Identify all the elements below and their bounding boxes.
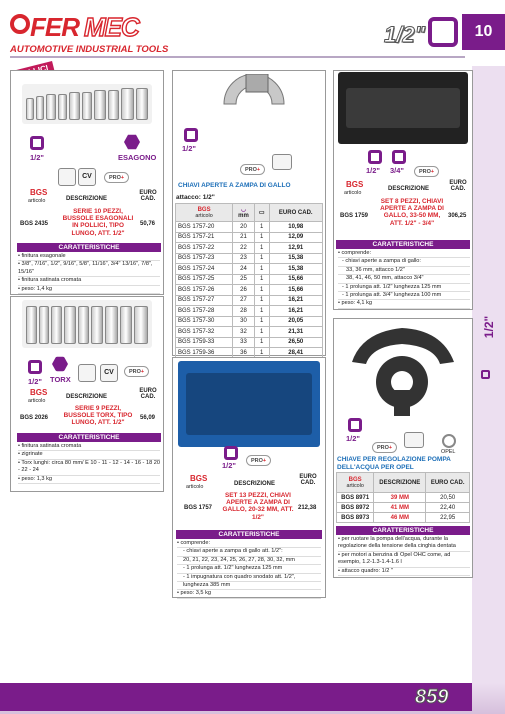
articolo-label: articolo <box>28 398 46 404</box>
feature-item: 33, 36 mm, attacco 1/2" <box>338 267 470 275</box>
bgs-logo: BGS <box>190 474 208 483</box>
table-cell: 20 <box>233 222 255 233</box>
product-code: BGS 1757 <box>184 505 213 511</box>
table-cell: 1 <box>254 306 269 317</box>
desc-header: DESCRIZIONE <box>234 481 276 487</box>
table-cell: 32 <box>233 327 255 338</box>
features-bar: CARATTERISTICHE <box>336 240 470 249</box>
product-desc: SET 13 PEZZI, CHIAVI APERTE A ZAMPA DI GALLO, 20-32 MM, ATT. 1/2" <box>222 492 294 521</box>
table-cell: 39 MM <box>374 493 426 503</box>
table-cell: 1 <box>254 327 269 338</box>
table-row <box>176 243 323 254</box>
table-cell: BGS 1759-36 <box>176 348 233 359</box>
col-articolo <box>337 473 374 493</box>
feature-item: - 1 prolunga att. 1/2" lunghezza 125 mm <box>338 284 470 292</box>
logo-mec: MEC <box>84 12 139 42</box>
table-row <box>176 306 323 317</box>
features-bar: CARATTERISTICHE <box>336 526 470 535</box>
col-qty <box>254 204 269 222</box>
packaging-icon <box>404 432 424 448</box>
table-cell: 41 MM <box>374 503 426 513</box>
feature-item: - 1 prolunga att. 1/2" lunghezza 125 mm <box>177 565 321 573</box>
col-price: EURO CAD. <box>269 204 322 222</box>
features-list <box>18 443 160 484</box>
feature-item: lunghezza 385 mm <box>177 582 321 590</box>
table-cell: BGS 1757-23 <box>176 253 233 264</box>
drive-size-label: 1/2" <box>182 144 196 153</box>
articolo-label: articolo <box>195 212 213 219</box>
table-row <box>176 295 323 306</box>
table-cell: 1 <box>254 337 269 348</box>
header-divider <box>10 56 465 58</box>
price-header: EURO CAD. <box>139 388 157 400</box>
feature-item: • finitura satinata cromata <box>18 443 160 451</box>
cv-badge <box>58 168 76 186</box>
section-tab[interactable]: 10 <box>462 14 505 50</box>
crowfoot-price-table <box>175 203 323 359</box>
cv-label: CV <box>82 173 92 180</box>
bgs-logo: BGS <box>197 206 211 213</box>
table-cell: 15,38 <box>269 264 322 275</box>
product-photo <box>178 361 320 447</box>
table-cell: 24 <box>233 264 255 275</box>
bgs-logo: BGS <box>30 188 48 197</box>
table-cell: 1 <box>254 295 269 306</box>
drive-size-label: 1/2" <box>366 166 380 175</box>
table-row <box>176 274 323 285</box>
product-photo <box>22 300 152 348</box>
sidebar-label: 1/2" <box>482 315 497 339</box>
feature-item: • peso: 3,5 kg <box>177 590 321 598</box>
table-row <box>176 337 323 348</box>
table-cell: 26 <box>233 285 255 296</box>
table-cell: 28 <box>233 306 255 317</box>
features-list <box>338 536 470 576</box>
col-mm <box>233 204 255 222</box>
table-cell: 1 <box>254 243 269 254</box>
table-cell: BGS 1757-27 <box>176 295 233 306</box>
table-cell: BGS 8971 <box>337 493 374 503</box>
feature-item: - 1 prolunga att. 3/4" lunghezza 100 mm <box>338 292 470 300</box>
table-cell: 30 <box>233 316 255 327</box>
pro-badge: PRO + <box>104 172 129 183</box>
bgs-logo: BGS <box>348 476 362 483</box>
table-cell: BGS 8972 <box>337 503 374 513</box>
pro-badge: PRO + <box>372 442 397 453</box>
table-cell: BGS 1759-33 <box>176 337 233 348</box>
logo <box>10 10 170 58</box>
pro-label: PRO <box>377 444 389 451</box>
pro-badge: PRO + <box>414 166 439 177</box>
feature-item: - chiavi aperte a zampa di gallo att. 1/2": <box>177 548 321 556</box>
pro-badge: PRO + <box>240 164 265 175</box>
desc-header: DESCRIZIONE <box>66 196 108 202</box>
table-cell: 28,41 <box>269 348 322 359</box>
product-price: 306,25 <box>448 213 467 219</box>
product-price: 50,76 <box>140 221 156 227</box>
table-row <box>337 513 470 523</box>
feature-item: • 3/8", 7/16", 1/2", 9/16", 5/8", 11/16", 3/4" 13/16", 7/8", 15/16" <box>18 261 160 277</box>
articolo-label: articolo <box>346 482 364 489</box>
features-list <box>18 253 160 294</box>
pro-badge: PRO + <box>124 366 149 377</box>
col-desc: DESCRIZIONE <box>374 473 426 493</box>
square-drive-icon <box>348 418 362 432</box>
table-cell: 12,09 <box>269 232 322 243</box>
feature-item: - 1 impugnatura con quadro snodato att. 1/2", <box>177 574 321 582</box>
articolo-label: articolo <box>186 484 204 490</box>
table-cell: BGS 1757-30 <box>176 316 233 327</box>
feature-item: • finitura satinata cromata <box>18 277 160 285</box>
desc-header: DESCRIZIONE <box>66 394 108 400</box>
table-row <box>176 232 323 243</box>
features-bar: CARATTERISTICHE <box>17 243 161 252</box>
attacco-label: attacco: 1/2" <box>176 194 215 201</box>
feature-item: • zigrinate <box>18 451 160 459</box>
table-cell: BGS 1757-20 <box>176 222 233 233</box>
product-title: CHIAVE PER REGOLAZIONE POMPA DELL'ACQUA PER OPEL <box>337 456 451 471</box>
table-row <box>176 285 323 296</box>
table-cell: BGS 1757-25 <box>176 274 233 285</box>
table-cell: 46 MM <box>374 513 426 523</box>
torx-label: TORX <box>50 375 71 384</box>
square-drive-icon <box>224 446 238 460</box>
feature-item: • per ruotare la pompa dell'acqua, durante la regolazione della tensione della cinghia dentata <box>338 536 470 552</box>
square-drive-icon <box>392 150 406 164</box>
drive-size-label: 1/2" <box>222 461 236 470</box>
product-photo <box>22 84 152 124</box>
packaging-icon <box>272 154 292 170</box>
table-cell: BGS 1757-26 <box>176 285 233 296</box>
table-cell: 20,50 <box>426 493 470 503</box>
table-row <box>176 253 323 264</box>
product-desc: SERIE 10 PEZZI, BUSSOLE ESAGONALI IN POLLICI, TIPO LUNGO, ATT. 1/2" <box>62 208 134 237</box>
cv-badge <box>78 168 96 186</box>
col-articolo <box>176 204 233 222</box>
wrench-icon: ◡ <box>240 207 247 213</box>
table-cell: BGS 1757-32 <box>176 327 233 338</box>
table-row <box>337 493 470 503</box>
bgs-logo: BGS <box>30 388 48 397</box>
articolo-label: articolo <box>344 190 362 196</box>
product-code: BGS 2435 <box>20 221 49 227</box>
table-cell: 1 <box>254 274 269 285</box>
product-photo <box>342 322 464 418</box>
table-cell: 1 <box>254 232 269 243</box>
square-drive-icon <box>428 17 458 47</box>
table-cell: 25 <box>233 274 255 285</box>
feature-item: • peso: 1,4 kg <box>18 286 160 294</box>
table-cell: 10,98 <box>269 222 322 233</box>
table-cell: BGS 1757-24 <box>176 264 233 275</box>
logo-fer: FER <box>30 12 79 42</box>
feature-item: • peso: 1,3 kg <box>18 476 160 484</box>
drive-size-label: 1/2" <box>346 434 360 443</box>
page-number: 859 <box>415 686 449 708</box>
table-cell: BGS 1757-28 <box>176 306 233 317</box>
price-header: EURO CAD. <box>299 474 317 486</box>
table-cell: 21,31 <box>269 327 322 338</box>
pro-label: PRO <box>129 368 141 375</box>
table-cell: 15,66 <box>269 274 322 285</box>
square-drive-icon <box>28 360 42 374</box>
features-bar: CARATTERISTICHE <box>17 433 161 442</box>
feature-item: 20, 21, 22, 23, 24, 25, 26, 27, 28, 30, 32, mm <box>177 557 321 565</box>
table-cell: 1 <box>254 348 269 359</box>
table-cell: 26,50 <box>269 337 322 348</box>
table-row <box>176 222 323 233</box>
feature-item: • peso: 4,1 kg <box>338 300 470 308</box>
table-cell: 22,40 <box>426 503 470 513</box>
feature-item: • comprende: <box>338 250 470 258</box>
table-cell: 1 <box>254 222 269 233</box>
table-row <box>337 503 470 513</box>
table-cell: 16,21 <box>269 306 322 317</box>
product-price: 56,09 <box>140 415 156 421</box>
feature-item: • comprende: <box>177 540 321 548</box>
product-photo <box>204 74 314 136</box>
product-title: CHIAVI APERTE A ZAMPA DI GALLO <box>178 182 291 189</box>
footer-bar <box>0 683 472 711</box>
logo-subtitle: AUTOMOTIVE INDUSTRIAL TOOLS <box>10 44 169 55</box>
opel-price-table <box>336 472 470 523</box>
qty-icon: ▭ <box>258 210 265 216</box>
drive-size-label: 1/2" <box>28 377 42 386</box>
pro-label: PRO <box>109 174 121 181</box>
square-drive-icon <box>184 128 198 142</box>
product-code: BGS 1759 <box>340 213 369 219</box>
table-cell: 1 <box>254 253 269 264</box>
table-cell: 36 <box>233 348 255 359</box>
pro-label: PRO <box>419 168 431 175</box>
opel-logo <box>442 434 456 448</box>
features-list <box>177 540 321 599</box>
feature-item: 38, 41, 46, 50 mm, attacco 3/4" <box>338 275 470 283</box>
feature-item: • attacco quadro: 1/2 " <box>338 568 470 576</box>
table-row <box>176 264 323 275</box>
opel-label: OPEL <box>441 449 456 455</box>
size-heading: 1/2" <box>384 22 426 47</box>
product-desc: SERIE 9 PEZZI, BUSSOLE TORX, TIPO LUNGO, ATT. 1/2" <box>63 405 133 427</box>
table-cell: 1 <box>254 264 269 275</box>
sidebar <box>472 66 505 711</box>
desc-header: DESCRIZIONE <box>388 186 430 192</box>
bgs-logo: BGS <box>346 180 364 189</box>
col-price: EURO CAD. <box>426 473 470 493</box>
product-photo <box>338 72 468 144</box>
cv-label: CV <box>104 369 114 376</box>
table-row <box>176 327 323 338</box>
mm-label: mm <box>238 213 249 219</box>
table-cell: BGS 1757-21 <box>176 232 233 243</box>
features-bar: CARATTERISTICHE <box>176 530 322 539</box>
articolo-label: articolo <box>28 198 46 204</box>
product-desc: SET 8 PEZZI, CHIAVI APERTE A ZAMPA DI GALLO, 33-50 MM, ATT. 1/2" - 3/4" <box>380 198 444 227</box>
price-header: EURO CAD. <box>449 180 467 192</box>
table-cell: BGS 1757-22 <box>176 243 233 254</box>
gear-icon <box>10 14 30 34</box>
table-cell: BGS 8973 <box>337 513 374 523</box>
table-cell: 33 <box>233 337 255 348</box>
table-cell: 15,38 <box>269 253 322 264</box>
hexagon-label: ESAGONO <box>118 153 157 162</box>
table-cell: 21 <box>233 232 255 243</box>
pro-label: PRO <box>245 166 257 173</box>
table-cell: 22 <box>233 243 255 254</box>
table-cell: 1 <box>254 316 269 327</box>
square-drive-icon <box>481 370 490 379</box>
table-cell: 16,21 <box>269 295 322 306</box>
table-cell: 22,95 <box>426 513 470 523</box>
table-cell: 27 <box>233 295 255 306</box>
table-cell: 23 <box>233 253 255 264</box>
table-row <box>176 316 323 327</box>
table-cell: 1 <box>254 285 269 296</box>
cv-badge <box>78 364 96 382</box>
table-cell: 12,91 <box>269 243 322 254</box>
feature-item: • per motori a benzina di Opel OHC come, ad esempio, 1.2-1.3-1.4-1.6 l <box>338 552 470 568</box>
pro-badge: PRO + <box>246 455 271 466</box>
feature-item: - chiavi aperte a zampa di gallo: <box>338 258 470 266</box>
product-code: BGS 2026 <box>20 415 49 421</box>
drive-size-label: 3/4" <box>390 166 404 175</box>
pro-label: PRO <box>251 457 263 464</box>
drive-size-label: 1/2" <box>30 153 44 162</box>
price-header: EURO CAD. <box>139 190 157 202</box>
feature-item: • finitura esagonale <box>18 253 160 261</box>
table-cell: 15,66 <box>269 285 322 296</box>
square-drive-icon <box>368 150 382 164</box>
product-price: 212,38 <box>298 505 317 511</box>
features-list <box>338 250 470 309</box>
square-drive-icon <box>30 136 44 150</box>
table-cell: 20,05 <box>269 316 322 327</box>
cv-badge <box>100 364 118 382</box>
feature-item: • Torx lunghi: circa 80 mm/ E 10 - 11 - 12 - 14 - 16 - 18 20 - 22 - 24 <box>18 460 160 476</box>
